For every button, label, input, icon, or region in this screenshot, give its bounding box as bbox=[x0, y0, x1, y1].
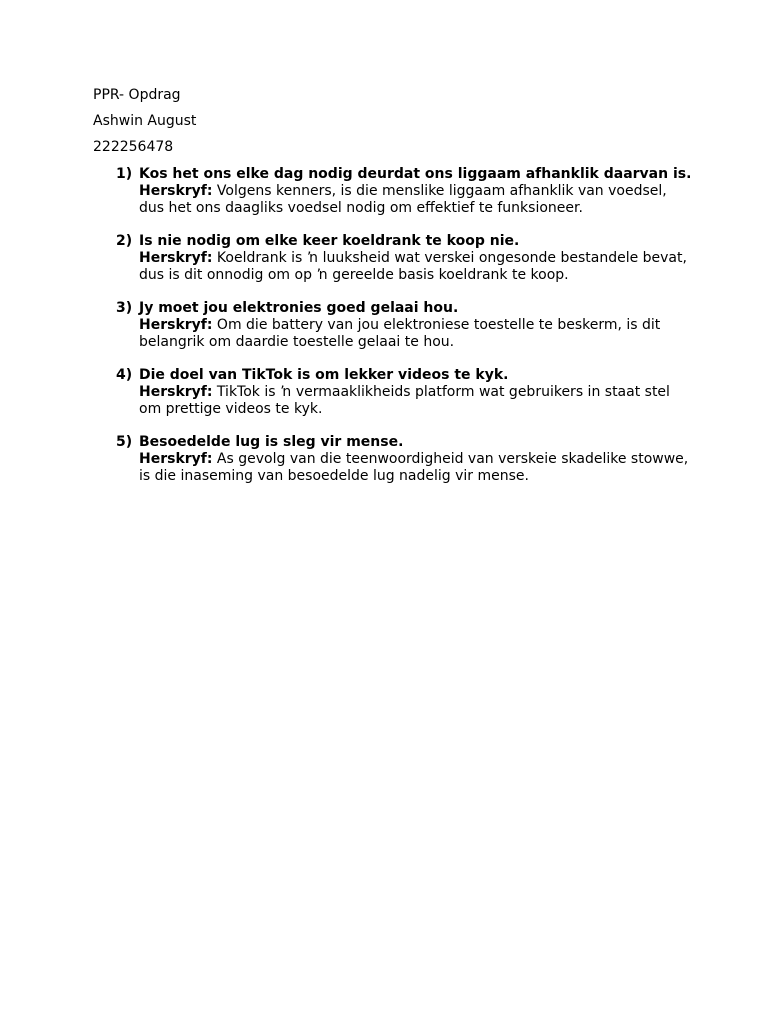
question-list bbox=[93, 166, 693, 501]
rewrite-label: Herskryf: bbox=[139, 250, 213, 266]
rewrite-text: Koeldrank is ŉ luuksheid wat verskei ongesonde bestandele bevat, dus is dit onnodig om op ŉ gereelde basis koeldrank te koop. bbox=[139, 250, 687, 283]
item-number: 3) bbox=[116, 300, 133, 316]
rewrite-text: Om die battery van jou elektroniese toestelle te beskerm, is dit belangrik om daardie toestelle gelaai te hou. bbox=[139, 317, 661, 350]
list-item bbox=[93, 434, 693, 485]
list-item bbox=[93, 300, 693, 351]
student-number: 222256478 bbox=[93, 139, 174, 155]
item-number: 5) bbox=[116, 434, 133, 450]
author-name: Ashwin August bbox=[93, 113, 197, 129]
item-question: Besoedelde lug is sleg vir mense. bbox=[139, 434, 404, 450]
list-item bbox=[93, 367, 693, 418]
item-number: 4) bbox=[116, 367, 133, 383]
rewrite-text: TikTok is ŉ vermaaklikheids platform wat gebruikers in staat stel om prettige videos te kyk. bbox=[139, 384, 670, 417]
item-answer bbox=[139, 451, 693, 485]
list-item bbox=[93, 233, 693, 284]
rewrite-label: Herskryf: bbox=[139, 451, 213, 467]
rewrite-text: As gevolg van die teenwoordigheid van verskeie skadelike stowwe, is die inaseming van besoedelde lug nadelig vir mense. bbox=[139, 451, 689, 484]
rewrite-label: Herskryf: bbox=[139, 317, 213, 333]
item-answer bbox=[139, 250, 693, 284]
item-answer bbox=[139, 183, 693, 217]
item-question: Die doel van TikTok is om lekker videos te kyk. bbox=[139, 367, 509, 383]
rewrite-label: Herskryf: bbox=[139, 183, 213, 199]
rewrite-label: Herskryf: bbox=[139, 384, 213, 400]
item-question: Is nie nodig om elke keer koeldrank te koop nie. bbox=[139, 233, 520, 249]
item-number: 2) bbox=[116, 233, 133, 249]
rewrite-text: Volgens kenners, is die menslike liggaam afhanklik van voedsel, dus het ons daagliks voedsel nodig om effektief te funksioneer. bbox=[139, 183, 667, 216]
item-question: Jy moet jou elektronies goed gelaai hou. bbox=[139, 300, 459, 316]
item-number: 1) bbox=[116, 166, 133, 182]
item-question: Kos het ons elke dag nodig deurdat ons liggaam afhanklik daarvan is. bbox=[139, 166, 692, 182]
item-answer bbox=[139, 317, 693, 351]
list-item bbox=[93, 166, 693, 217]
document-title: PPR- Opdrag bbox=[93, 87, 181, 103]
item-answer bbox=[139, 384, 693, 418]
